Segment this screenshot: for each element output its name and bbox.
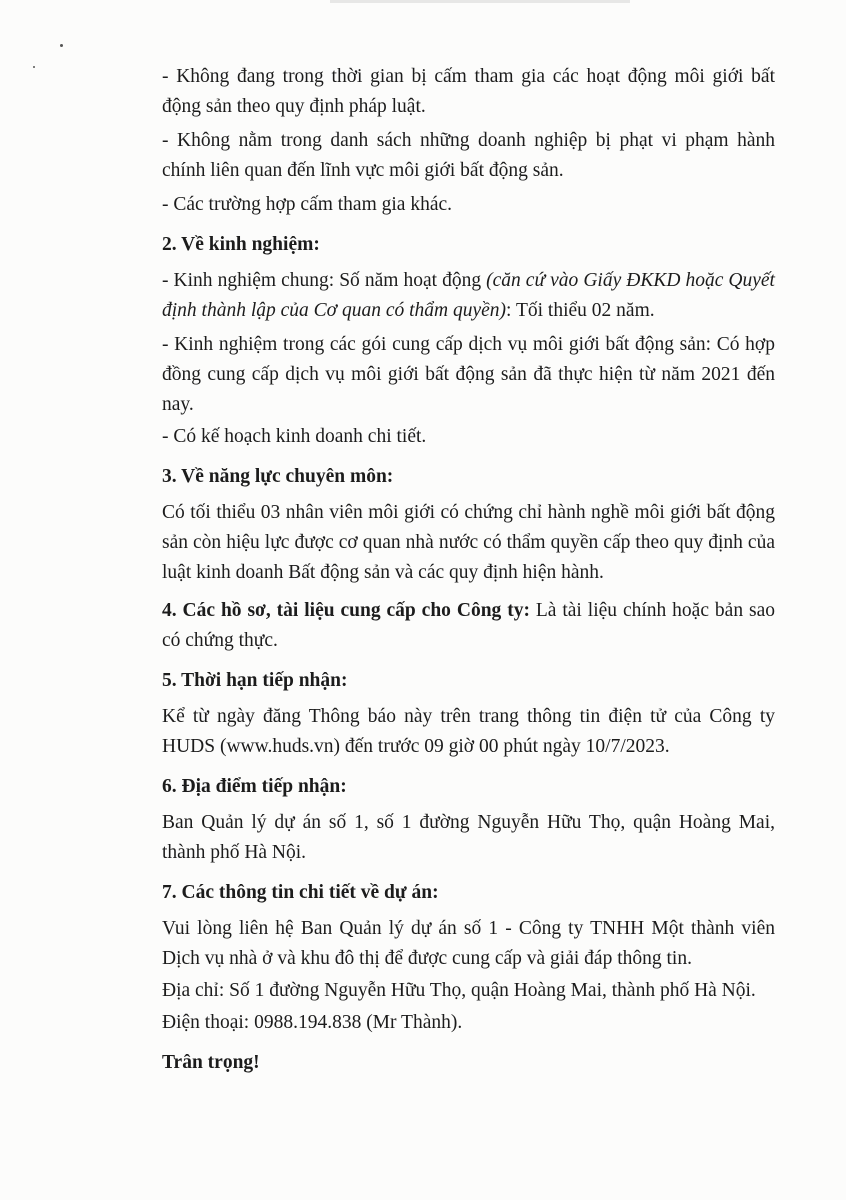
list-item	[162, 190, 775, 220]
list-item-text: - Kinh nghiệm trong các gói cung cấp dịch vụ môi giới bất động sản: Có hợp đồng cung cấp dịch vụ môi giới bất động sản đã thực hiện từ năm 2021 đến nay.	[162, 334, 775, 415]
paragraph: Vui lòng liên hệ Ban Quản lý dự án số 1 - Công ty TNHH Một thành viên Dịch vụ nhà ở và khu đô thị để được cung cấp và giải đáp thông tin.	[162, 918, 775, 969]
paragraph: Kể từ ngày đăng Thông báo này trên trang thông tin điện tử của Công ty HUDS (www.huds.vn) đến trước 09 giờ 00 phút ngày 10/7/2023.	[162, 706, 775, 757]
phone-line: Điện thoại: 0988.194.838 (Mr Thành).	[162, 1012, 463, 1033]
list-item-text: - Có kế hoạch kinh doanh chi tiết.	[162, 426, 427, 447]
section-heading: 6. Địa điểm tiếp nhận:	[162, 776, 347, 797]
scan-speck	[33, 66, 35, 68]
list-item-text: - Kinh nghiệm chung: Số năm hoạt động	[162, 270, 487, 291]
section-heading: 7. Các thông tin chi tiết về dự án:	[162, 882, 439, 903]
list-item-text: : Tối thiểu 02 năm.	[506, 300, 655, 321]
list-item	[162, 422, 775, 452]
scan-speck	[60, 44, 63, 47]
paragraph-text: Là tài liệu chính hoặc bản sao có chứng thực.	[162, 600, 775, 651]
section-heading: 2. Về kinh nghiệm:	[162, 234, 320, 255]
paragraph: Ban Quản lý dự án số 1, số 1 đường Nguyễn Hữu Thọ, quận Hoàng Mai, thành phố Hà Nội.	[162, 812, 775, 863]
list-item-text: - Các trường hợp cấm tham gia khác.	[162, 194, 453, 215]
list-item-text: - Không đang trong thời gian bị cấm tham gia các hoạt động môi giới bất động sản theo quy định pháp luật.	[162, 66, 775, 117]
closing: Trân trọng!	[162, 1052, 260, 1073]
list-item	[162, 330, 775, 420]
document-body	[162, 62, 775, 1078]
section-heading: 5. Thời hạn tiếp nhận:	[162, 670, 348, 691]
section-heading: 4. Các hồ sơ, tài liệu cung cấp cho Công ty:	[162, 600, 530, 621]
paragraph: Có tối thiểu 03 nhân viên môi giới có chứng chỉ hành nghề môi giới bất động sản còn hiệu lực được cơ quan nhà nước có thẩm quyền cấp theo quy định của luật kinh doanh Bất động sản và các quy định hiện hành.	[162, 502, 775, 583]
section-heading: 3. Về năng lực chuyên môn:	[162, 466, 394, 487]
list-item	[162, 126, 775, 186]
italic-note: (căn cứ vào Giấy ĐKKD hoặc Quyết định thành lập của Cơ quan có thẩm quyền)	[162, 270, 775, 321]
paragraph	[162, 596, 775, 656]
list-item-text: - Không nằm trong danh sách những doanh nghiệp bị phạt vi phạm hành chính liên quan đến lĩnh vực môi giới bất động sản.	[162, 130, 775, 181]
list-item	[162, 266, 775, 326]
scan-edge-mark	[330, 0, 630, 3]
address-line: Địa chỉ: Số 1 đường Nguyễn Hữu Thọ, quận Hoàng Mai, thành phố Hà Nội.	[162, 980, 756, 1001]
list-item	[162, 62, 775, 122]
